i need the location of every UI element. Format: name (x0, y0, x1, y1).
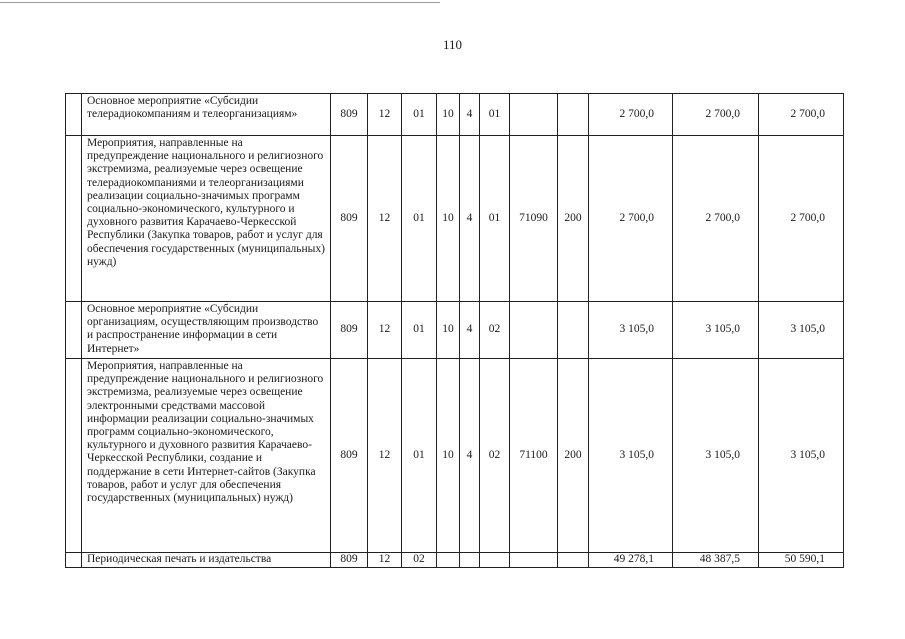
activity-code: 02 (480, 359, 510, 553)
program-code: 10 (437, 302, 460, 359)
row-name: Мероприятия, направленные на предупреждение национального и религиозного экстремизма, реализуемые через освещение телерадиокомпаниями и телеорганизациями реализации социально-значимых программ социально-экономического, культурного и духовного развития Карачаево-Черкесской Республики (Закупка товаров, работ и услуг для обеспечения государственных (муниципальных) нужд) (82, 136, 331, 302)
subprogram-code: 4 (460, 302, 480, 359)
amount-year-3: 2 700,0 (759, 94, 844, 136)
expense-type-code: 200 (558, 359, 589, 553)
top-rule (0, 2, 440, 3)
amount-year-1: 2 700,0 (589, 94, 673, 136)
expense-type-code (558, 94, 589, 136)
program-code (437, 553, 460, 568)
table-row (66, 94, 844, 136)
table-row (66, 136, 844, 302)
expense-type-code: 200 (558, 136, 589, 302)
subprogram-code: 4 (460, 359, 480, 553)
activity-code: 01 (480, 136, 510, 302)
blank-cell (66, 553, 82, 568)
expense-type-code (558, 302, 589, 359)
ministry-code: 809 (331, 302, 368, 359)
section-code: 12 (368, 94, 402, 136)
subsection-code: 01 (402, 302, 437, 359)
direction-code (510, 553, 558, 568)
amount-year-2: 2 700,0 (673, 136, 759, 302)
section-code: 12 (368, 136, 402, 302)
section-code: 12 (368, 359, 402, 553)
section-code: 12 (368, 302, 402, 359)
subsection-code: 01 (402, 359, 437, 553)
activity-code (480, 553, 510, 568)
table-row (66, 359, 844, 553)
budget-table (65, 93, 844, 568)
blank-cell (66, 359, 82, 553)
amount-year-2: 3 105,0 (673, 359, 759, 553)
ministry-code: 809 (331, 359, 368, 553)
amount-year-3: 3 105,0 (759, 359, 844, 553)
section-code: 12 (368, 553, 402, 568)
program-code: 10 (437, 136, 460, 302)
blank-cell (66, 302, 82, 359)
subsection-code: 01 (402, 94, 437, 136)
amount-year-1: 3 105,0 (589, 302, 673, 359)
ministry-code: 809 (331, 136, 368, 302)
row-name: Основное мероприятие «Субсидии организациям, осуществляющим производство и распространение информации в сети Интернет» (82, 302, 331, 359)
expense-type-code (558, 553, 589, 568)
program-code: 10 (437, 94, 460, 136)
activity-code: 02 (480, 302, 510, 359)
table-row (66, 302, 844, 359)
page-number: 110 (442, 37, 463, 52)
blank-cell (66, 94, 82, 136)
amount-year-2: 48 387,5 (673, 553, 759, 568)
amount-year-3: 3 105,0 (759, 302, 844, 359)
amount-year-1: 2 700,0 (589, 136, 673, 302)
subsection-code: 01 (402, 136, 437, 302)
amount-year-1: 3 105,0 (589, 359, 673, 553)
row-name: Мероприятия, направленные на предупреждение национального и религиозного экстремизма, реализуемые через освещение электронными средствами массовой информации реализации социально-значимых программ социально-экономического, культурного и духовного развития Карачаево-Черкесской Республики, создание и поддержание в сети Интернет-сайтов (Закупка товаров, работ и услуг для обеспечения государственных (муниципальных) нужд) (82, 359, 331, 553)
row-name: Периодическая печать и издательства (82, 553, 331, 568)
subprogram-code: 4 (460, 136, 480, 302)
subprogram-code (460, 553, 480, 568)
amount-year-3: 50 590,1 (759, 553, 844, 568)
amount-year-2: 2 700,0 (673, 94, 759, 136)
direction-code: 71090 (510, 136, 558, 302)
ministry-code: 809 (331, 553, 368, 568)
subsection-code: 02 (402, 553, 437, 568)
subprogram-code: 4 (460, 94, 480, 136)
amount-year-2: 3 105,0 (673, 302, 759, 359)
program-code: 10 (437, 359, 460, 553)
blank-cell (66, 136, 82, 302)
direction-code (510, 94, 558, 136)
row-name: Основное мероприятие «Субсидии телерадиокомпаниям и телеорганизациям» (82, 94, 331, 136)
amount-year-3: 2 700,0 (759, 136, 844, 302)
ministry-code: 809 (331, 94, 368, 136)
direction-code: 71100 (510, 359, 558, 553)
activity-code: 01 (480, 94, 510, 136)
amount-year-1: 49 278,1 (589, 553, 673, 568)
table-row (66, 553, 844, 568)
direction-code (510, 302, 558, 359)
